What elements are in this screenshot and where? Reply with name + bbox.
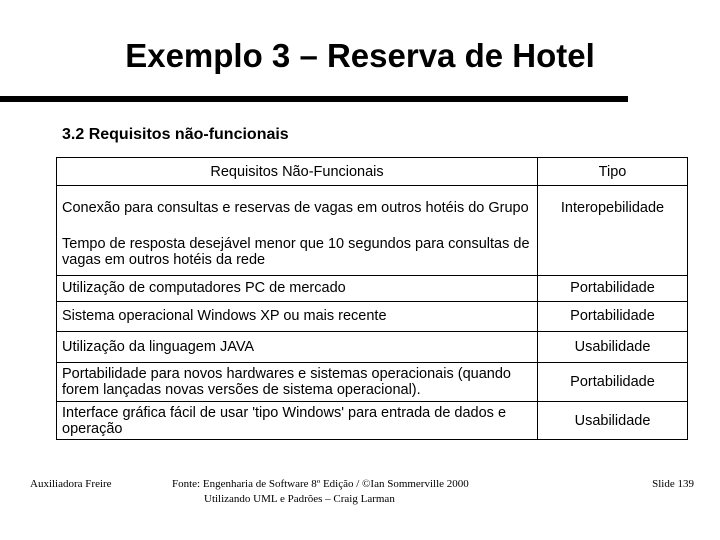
requirement-cell: Utilização da linguagem JAVA [57,331,538,362]
footer-source [172,477,502,507]
requirement-cell: Tempo de resposta desejável menor que 10 segundos para consultas de vagas em outros hotéis da rede [57,230,538,276]
type-cell: Usabilidade [538,331,688,362]
table-header-row [57,158,687,186]
header-requirement: Requisitos Não-Funcionais [57,158,538,186]
type-cell: Usabilidade [574,412,651,429]
table-row [57,362,687,401]
type-cell: Interopebilidade [560,199,665,216]
requirement-cell: Utilização de computadores PC de mercado [57,276,538,302]
requirement-cell: Portabilidade para novos hardwares e sistemas operacionais (quando forem lançadas novas versões de sistema operacional). [57,362,538,401]
footer-source-line-1: Fonte: Engenharia de Software 8º Edição / ©Ian Sommerville 2000 [172,478,469,490]
type-cell: Portabilidade [538,301,688,331]
requirement-cell: Conexão para consultas e reservas de vagas em outros hotéis do Grupo [57,186,538,230]
section-heading: 3.2 Requisitos não-funcionais [62,126,289,143]
title-underline [0,96,628,102]
requirement-cell: Sistema operacional Windows XP ou mais recente [57,301,538,331]
footer-author: Auxiliadora Freire [30,478,112,490]
requirements-table [56,157,688,440]
table-row [57,402,687,439]
type-cell [538,230,688,276]
header-type: Tipo [538,158,688,186]
footer-slide-number: Slide 139 [652,478,694,490]
table-row [57,301,687,331]
requirement-cell: Interface gráfica fácil de usar 'tipo Windows' para entrada de dados e operação [57,402,538,439]
type-cell: Portabilidade [538,362,688,401]
table-row [57,331,687,362]
table-row [57,230,687,276]
table-row [57,186,687,230]
footer-source-line-2: Utilizando UML e Padrões – Craig Larman [204,493,395,505]
table-row [57,276,687,302]
type-cell: Portabilidade [538,276,688,302]
slide-title: Exemplo 3 – Reserva de Hotel [125,37,595,74]
